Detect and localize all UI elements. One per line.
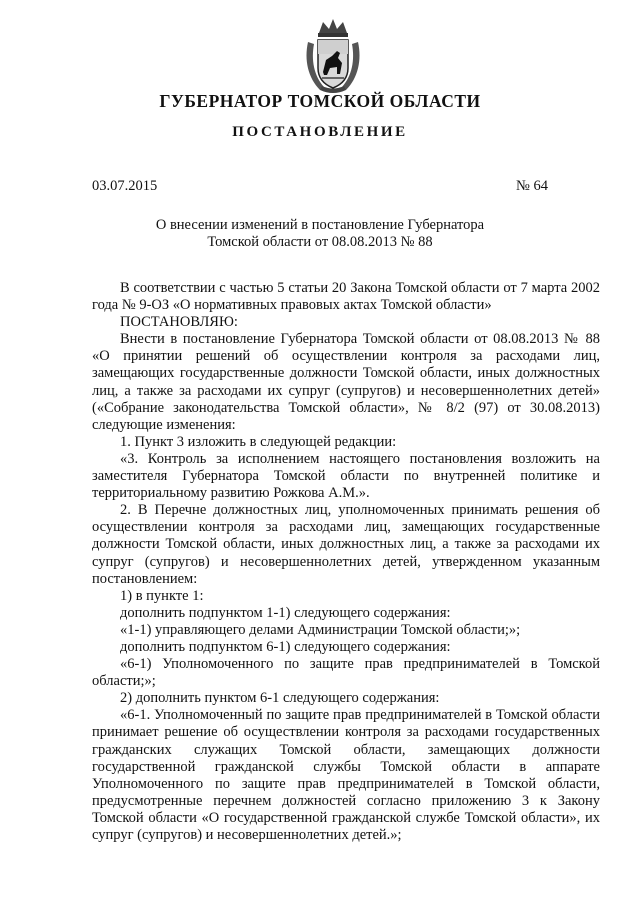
paragraph-add-1-1: дополнить подпунктом 1-1) следующего содержания:: [120, 604, 451, 621]
authority-title: ГУБЕРНАТОР ТОМСКОЙ ОБЛАСТИ: [159, 91, 481, 111]
paragraph-6-1-text: «6-1) Уполномоченного по защите прав предпринимателей в Томской области;»;: [92, 656, 600, 690]
document-date: 03.07.2015: [92, 178, 158, 194]
paragraph-item-1: 1. Пункт 3 изложить в следующей редакции:: [120, 433, 397, 450]
subject-line-1: О внесении изменений в постановление Губернатора: [155, 217, 485, 233]
paragraph-sub-2: 2) дополнить пунктом 6-1 следующего содержания:: [120, 690, 440, 707]
document-type-title: ПОСТАНОВЛЕНИЕ: [232, 124, 408, 140]
paragraph-1-1-text: «1-1) управляющего делами Администрации Томской области;»;: [120, 621, 521, 638]
document-body: [92, 280, 600, 844]
subject-line-2: Томской области от 08.08.2013 № 88: [207, 234, 433, 250]
document-number: № 64: [516, 178, 548, 194]
paragraph-preamble: В соответствии с частью 5 статьи 20 Закона Томской области от 7 марта 2002 года № 9-ОЗ «О нормативных правовых актах Томской области»: [92, 280, 600, 314]
paragraph-add-6-1: дополнить подпунктом 6-1) следующего содержания:: [120, 638, 451, 655]
paragraph-6-1-clause: «6-1. Уполномоченный по защите прав предпринимателей в Томской области принимает решение об осуществлении контроля за расходами государственных гражданских служащих Томской области, замещающих должности государственной гражданской службы Томской области в аппарате Уполномоченного по защите прав предпринимателей в Томской области, предусмотренные перечнем должностей согласно приложению 3 к Закону Томской области «О государственной гражданской службе Томской области», их супруг (супругов) и несовершеннолетних детей.»;: [92, 707, 600, 843]
document-subject: [0, 217, 640, 251]
coat-of-arms-icon: [302, 18, 364, 96]
paragraph-resolve: ПОСТАНОВЛЯЮ:: [120, 314, 238, 331]
paragraph-item-1-text: «3. Контроль за исполнением настоящего постановления возложить на заместителя Губернатора Томской области по внутренней политике и территориальному развитию Рожкова А.М.».: [92, 450, 600, 502]
paragraph-sub-1: 1) в пункте 1:: [120, 587, 204, 604]
paragraph-amend-intro: Внести в постановление Губернатора Томской области от 08.08.2013 № 88 «О принятии решений об осуществлении контроля за расходами лиц, замещающих государственные должности Томской области, иных должностных лиц, а также за расходами их супруг (супругов) и несовершеннолетних детей» («Собрание законодательства Томской области», № 8/2 (97) от 30.08.2013) следующие изменения:: [92, 331, 600, 433]
paragraph-item-2: 2. В Перечне должностных лиц, уполномоченных принимать решения об осуществлении контроля за расходами лиц, замещающих государственные должности Томской области, иных должностных лиц, а также за расходами их супруг (супругов) и несовершеннолетних детей, утвержденном указанным постановлением:: [92, 502, 600, 587]
